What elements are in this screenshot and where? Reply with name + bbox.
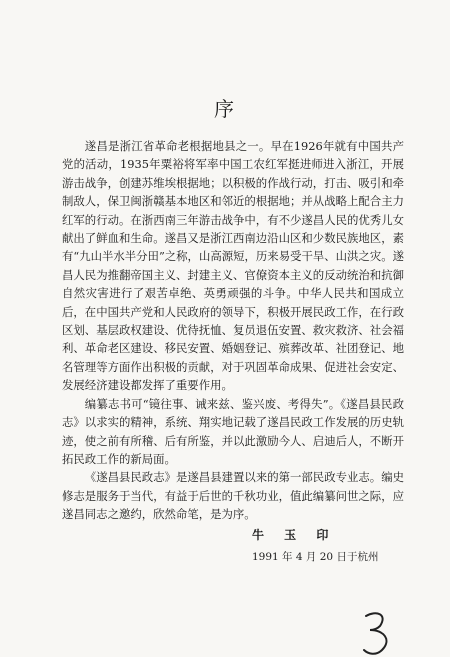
paragraph-1: 遂昌是浙江省革命老根据地县之一。早在1926年就有中国共产党的活动，1935年粟裕将军率中国工农红军挺进师进入浙江，开展游击战争，创建苏维埃根据地；以积极的作战行动，打击、吸引和牵制敌人，保卫闽浙赣基本地区和邻近的根据地；并从战略上配合主力红军的行动。在浙西南三年游击战争中，有不少遂昌人民的优秀儿女献出了鲜血和生命。遂昌又是浙江西南边沿山区和少数民族地区，素有“九山半水半分田”之称，山高源短，历来易受干旱、山洪之灾。遂昌人民为推翻帝国主义、封建主义、官僚资本主义的反动统治和抗御自然灾害进行了艰苦卓绝、英勇顽强的斗争。中华人民共和国成立后，在中国共产党和人民政府的领导下，积极开展民政工作，在行政区划、基层政权建设、优待抚恤、复员退伍安置、救灾救济、社会福利、革命老区建设、移民安置、婚姻登记、殡葬改革、社团登记、地名管理等方面作出积极的贡献，对于巩固革命成果、促进社会安定、发展经济建设都发挥了重要作用。 xyxy=(62,139,404,393)
paragraph-2: 编纂志书可“镜往事、诫来兹、鉴兴废、考得失”。《遂昌县民政志》以求实的精神，系统、翔实地记载了遂昌民政工作发展的历史轨迹，使之前有所稽、后有所鉴，并以此激励今人、启迪后人，不断开拓民政工作的新局面。 xyxy=(62,396,404,466)
handwritten-page-number xyxy=(358,610,398,656)
signature-date: 1991 年 4 月 20 日于杭州 xyxy=(252,551,379,563)
page-title: 序 xyxy=(214,97,236,121)
paragraph-3: 《遂昌县民政志》是遂昌县建置以来的第一部民政专业志。编史修志是服务于当代，有益于后世的千秋功业，值此编纂问世之际，应遂昌同志之邀约，欣然命笔，是为序。 xyxy=(62,470,404,522)
author-signature: 牛 玉 印 xyxy=(252,528,337,542)
preface-body xyxy=(62,137,404,524)
